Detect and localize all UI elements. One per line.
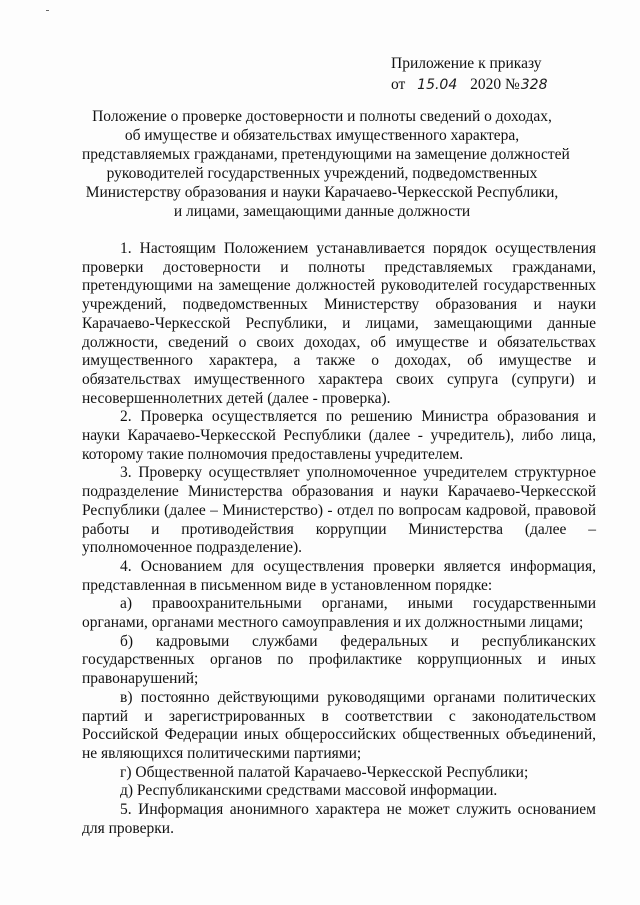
paragraph-3: 3. Проверку осуществляет уполномоченное учредителем структурное подразделение Министерства образования и науки Карачаево-Черкесской Республики (далее – Министерство) - отдел по вопросам кадровой, правовой работы и противодействия коррупции Министерства (далее – уполномоченное подразделение). (82, 464, 596, 557)
scan-mark (46, 10, 49, 11)
title-line: Положение о проверке достоверности и полноты сведений о доходах, (92, 108, 552, 125)
paragraph-2: 2. Проверка осуществляется по решению Министра образования и науки Карачаево-Черкесской Республики (далее - учредитель), либо лица, которому такие полномочия предоставлены учредителем. (82, 408, 596, 463)
document-body (82, 240, 596, 839)
appendix-title: Приложение к приказу (391, 55, 542, 72)
paragraph-4a: а) правоохранительными органами, иными государственными органами, органами местного самоуправления и их должностными лицами; (82, 595, 596, 632)
appendix-order-line (391, 74, 601, 96)
handwritten-number: 328 (520, 77, 548, 93)
document-title (82, 107, 570, 221)
paragraph-4v: в) постоянно действующими руководящими органами политических партий и зарегистрированных в соответствии с законодательством Российской Федерации иных общероссийских общественных объединений, не являющихся политическими партиями; (82, 688, 596, 762)
paragraph-4b: б) кадровыми службами федеральных и республиканских государственных органов по профилактике коррупционных и иных правонарушений; (82, 632, 596, 688)
paragraph-4: 4. Основанием для осуществления проверки является информация, представленная в письменном виде в установленном порядке: (82, 557, 596, 594)
paragraph-1: 1. Настоящим Положением устанавливается порядок осуществления проверки достоверности и полноты представляемых гражданами, претендующими на замещение должностей руководителей государственных учреждений, подведомственных Министерству образования и науки Карачаево-Черкесской Республики, и лицами, замещающими данные должности, сведений о своих доходах, об имуществе и обязательствах имущественного характера, а также о доходах, об имуществе и обязательствах имущественного характера своих супруга (супруги) и несовершеннолетних детей (далее - проверка). (82, 240, 596, 407)
title-line: об имуществе и обязательствах имущественного характера, (124, 127, 520, 144)
number-sign: № (504, 76, 520, 93)
title-line: представляемых гражданами, претендующими на замещение должностей (82, 146, 570, 163)
paragraph-5: 5. Информация анонимного характера не может служить основанием для проверки. (82, 801, 596, 837)
appendix-year: 2020 (470, 76, 502, 93)
paragraph-4g: г) Общественной палатой Карачаево-Черкесской Республики; (120, 763, 529, 781)
appendix-prefix: от (391, 76, 406, 93)
paragraph-4d: д) Республиканскими средствами массовой информации. (120, 782, 498, 800)
title-line: и лицами, замещающими данные должности (173, 203, 471, 220)
appendix-header (391, 53, 601, 96)
title-line: Министерству образования и науки Карачаево-Черкесской Республики, (85, 184, 559, 201)
title-line: руководителей государственных учреждений, подведомственных (106, 165, 538, 182)
handwritten-date: 15.04 (417, 77, 458, 93)
